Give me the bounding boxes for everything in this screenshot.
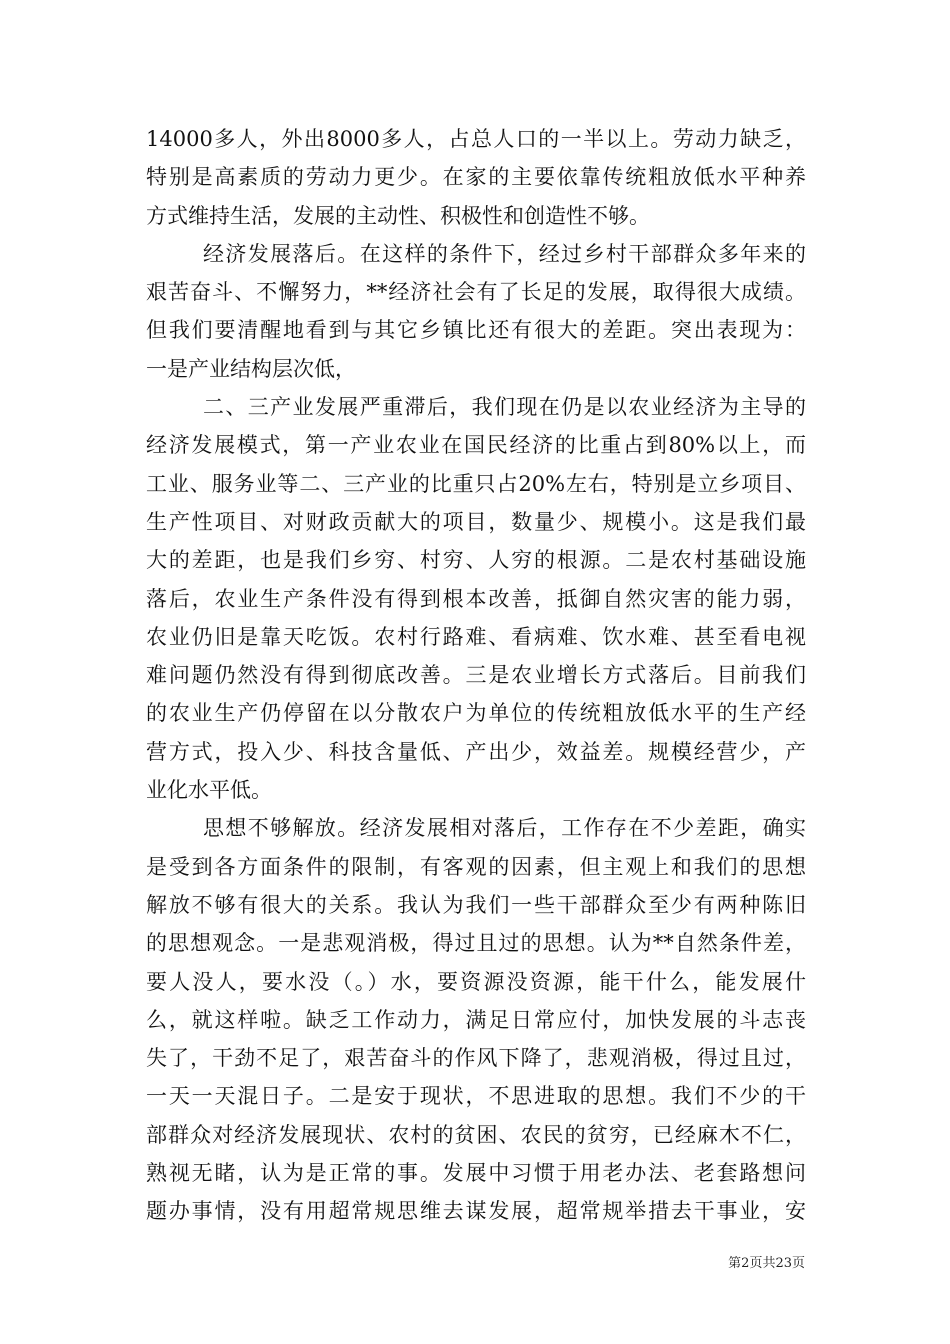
- text-line: 一天一天混日子。二是安于现状，不思进取的思想。我们不少的干: [146, 1084, 806, 1109]
- text-line: 特别是高素质的劳动力更少。在家的主要依靠传统粗放低水平种养: [146, 165, 806, 190]
- text-line: 熟视无睹，认为是正常的事。发展中习惯于用老办法、老套路想问: [146, 1161, 806, 1186]
- text-line: 要人没人，要水没（。）水，要资源没资源，能干什么，能发展什: [146, 969, 806, 994]
- text-line: 艰苦奋斗、不懈努力，**经济社会有了长足的发展，取得很大成绩。: [146, 280, 806, 305]
- text-line: 么，就这样啦。缺乏工作动力，满足日常应付，加快发展的斗志丧: [146, 1007, 806, 1032]
- body-text: [146, 120, 806, 1231]
- page-number: 第2页共23页: [728, 1256, 805, 1271]
- text-line: 大的差距，也是我们乡穷、村穷、人穷的根源。二是农村基础设施: [146, 548, 806, 573]
- text-line: 工业、服务业等二、三产业的比重只占20%左右，特别是立乡项目、: [146, 471, 806, 496]
- text-line: 失了，干劲不足了，艰苦奋斗的作风下降了，悲观消极，得过且过，: [146, 1046, 806, 1071]
- text-line: 14000多人，外出8000多人，占总人口的一半以上。劳动力缺乏，: [146, 127, 806, 151]
- text-line: 经济发展模式，第一产业农业在国民经济的比重占到80%以上，而: [146, 433, 806, 458]
- text-line: 部群众对经济发展现状、农村的贫困、农民的贫穷，已经麻木不仁，: [146, 1122, 806, 1147]
- paragraph-first-line: 二、三产业发展严重滞后，我们现在仍是以农业经济为主导的: [203, 395, 806, 420]
- text-line: 一是产业结构层次低，: [146, 356, 356, 381]
- text-line: 解放不够有很大的关系。我认为我们一些干部群众至少有两种陈旧: [146, 892, 806, 917]
- paragraph-first-line: 思想不够解放。经济发展相对落后，工作存在不少差距，确实: [203, 816, 806, 841]
- text-line: 业化水平低。: [146, 778, 272, 803]
- text-line: 的思想观念。一是悲观消极，得过且过的思想。认为**自然条件差，: [146, 931, 806, 956]
- text-line: 方式维持生活，发展的主动性、积极性和创造性不够。: [146, 203, 650, 228]
- paragraph-first-line: 经济发展落后。在这样的条件下，经过乡村干部群众多年来的: [203, 241, 806, 266]
- text-line: 的农业生产仍停留在以分散农户为单位的传统粗放低水平的生产经: [146, 701, 806, 726]
- text-line: 落后，农业生产条件没有得到根本改善，抵御自然灾害的能力弱，: [146, 586, 806, 611]
- text-line: 题办事情，没有用超常规思维去谋发展，超常规举措去干事业，安: [146, 1199, 806, 1224]
- text-line: 营方式，投入少、科技含量低、产出少，效益差。规模经营少，产: [146, 739, 806, 764]
- text-line: 但我们要清醒地看到与其它乡镇比还有很大的差距。突出表现为：: [146, 318, 806, 343]
- text-line: 生产性项目、对财政贡献大的项目，数量少、规模小。这是我们最: [146, 509, 806, 534]
- text-line: 农业仍旧是靠天吃饭。农村行路难、看病难、饮水难、甚至看电视: [146, 624, 806, 649]
- text-line: 是受到各方面条件的限制，有客观的因素，但主观上和我们的思想: [146, 854, 806, 879]
- text-line: 难问题仍然没有得到彻底改善。三是农业增长方式落后。目前我们: [146, 663, 806, 688]
